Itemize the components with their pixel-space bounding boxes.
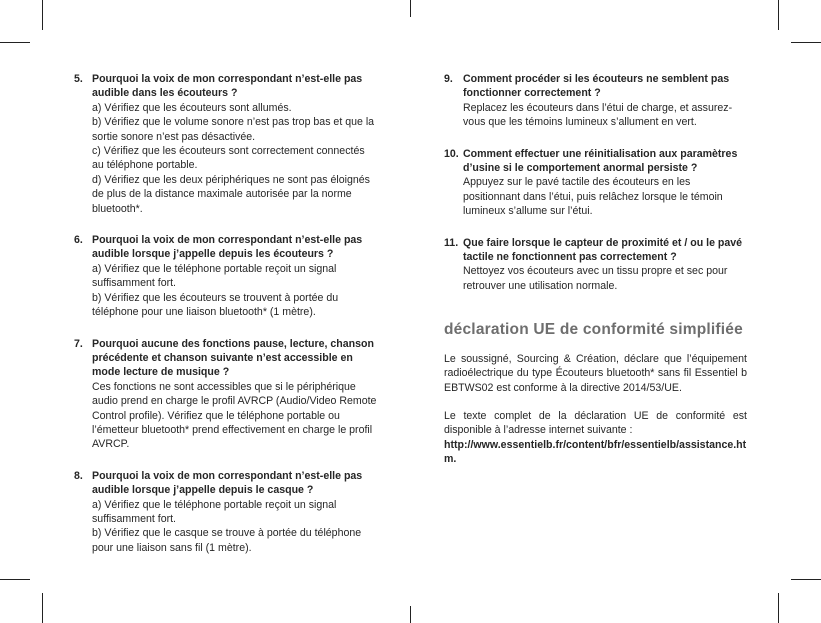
faq-number: 11. bbox=[444, 236, 459, 249]
faq-answer: Nettoyez vos écouteurs avec un tissu propre et sec pour retrouver une utilisation normale. bbox=[463, 265, 728, 292]
faq-item-6 bbox=[74, 233, 378, 319]
faq-answer: d) Vérifiez que les deux périphériques ne sont pas éloignés de plus de la distance maximale autorisée par la norme bluetooth*. bbox=[92, 173, 370, 215]
faq-question: Comment procéder si les écouteurs ne semblent pas fonctionner correctement ? bbox=[463, 73, 730, 100]
crop-mark bbox=[778, 0, 779, 30]
faq-number: 7. bbox=[74, 337, 83, 350]
crop-mark bbox=[410, 0, 411, 17]
faq-number: 8. bbox=[74, 469, 83, 482]
faq-number: 9. bbox=[444, 73, 453, 85]
crop-mark bbox=[42, 593, 43, 623]
faq-item-8 bbox=[74, 469, 378, 555]
declaration-paragraph: Le soussigné, Sourcing & Création, déclare que l’équipement radioélectrique du type Écouteurs bluetooth* sans fil Essentiel b EBTWS02 est conforme à la directive 2014/53/UE. bbox=[444, 352, 747, 394]
declaration-title: déclaration UE de conformité simplifiée bbox=[444, 321, 743, 339]
faq-question: Que faire lorsque le capteur de proximité et / ou le pavé tactile ne fonctionnent pas correctement ? bbox=[463, 236, 743, 264]
crop-mark bbox=[0, 42, 30, 43]
faq-question: Pourquoi la voix de mon correspondant n’est-elle pas audible lorsque j’appelle depuis les écouteurs ? bbox=[92, 234, 363, 261]
faq-question: Pourquoi la voix de mon correspondant n’est-elle pas audible dans les écouteurs ? bbox=[92, 73, 363, 100]
declaration-url-link[interactable]: http://www.essentielb.fr/content/bfr/essentielb/assistance.htm. bbox=[444, 438, 747, 466]
faq-number: 5. bbox=[74, 73, 83, 85]
crop-mark bbox=[778, 593, 779, 623]
faq-item-11 bbox=[444, 236, 747, 294]
faq-answer: Appuyez sur le pavé tactile des écouteurs en les positionnant dans l’étui, puis relâchez lorsque le témoin lumineux s’allume sur l’étui. bbox=[463, 176, 723, 218]
declaration-paragraph: Le texte complet de la déclaration UE de conformité est disponible à l’adresse internet suivante : bbox=[444, 409, 747, 437]
right-column bbox=[444, 72, 747, 467]
faq-question: Comment effectuer une réinitialisation aux paramètres d’usine si le comportement anormal persiste ? bbox=[463, 147, 738, 175]
faq-answer: a) Vérifiez que le téléphone portable reçoit un signal suffisamment fort. bbox=[92, 498, 337, 525]
crop-mark bbox=[791, 42, 821, 43]
faq-answer: b) Vérifiez que le casque se trouve à portée du téléphone pour une liaison sans fil (1 mètre). bbox=[92, 527, 362, 554]
faq-item-9 bbox=[444, 72, 747, 130]
faq-answer: a) Vérifiez que les écouteurs sont allumés. bbox=[92, 101, 292, 114]
crop-mark bbox=[0, 579, 30, 580]
crop-mark bbox=[791, 579, 821, 580]
faq-number: 6. bbox=[74, 234, 83, 247]
faq-question: Pourquoi la voix de mon correspondant n’est-elle pas audible lorsque j’appelle depuis le casque ? bbox=[92, 469, 363, 497]
faq-question: Pourquoi aucune des fonctions pause, lecture, chanson précédente et chanson suivante n’est accessible en mode lecture de musique ? bbox=[92, 337, 374, 379]
faq-answer: Ces fonctions ne sont accessibles que si le périphérique audio prend en charge le profil AVRCP (Audio/Video Remote Control profile). Vérifiez que le téléphone portable ou l’émetteur bluetooth* prend effectivement en charge le profil AVRCP. bbox=[92, 380, 377, 451]
faq-item-7 bbox=[74, 337, 378, 452]
faq-number: 10. bbox=[444, 147, 459, 160]
faq-answer: b) Vérifiez que le volume sonore n’est pas trop bas et que la sortie sonore n’est pas désactivée. bbox=[92, 116, 375, 143]
faq-item-5 bbox=[74, 72, 378, 216]
faq-answer: b) Vérifiez que les écouteurs se trouvent à portée du téléphone pour une liaison bluetooth* (1 mètre). bbox=[92, 291, 339, 319]
faq-answer: a) Vérifiez que le téléphone portable reçoit un signal suffisamment fort. bbox=[92, 262, 337, 290]
faq-item-10 bbox=[444, 147, 747, 219]
faq-answer: Replacez les écouteurs dans l’étui de charge, et assurez-vous que les témoins lumineux s’allument en vert. bbox=[463, 101, 733, 129]
crop-mark bbox=[42, 0, 43, 30]
crop-mark bbox=[410, 606, 411, 623]
faq-answer: c) Vérifiez que les écouteurs sont correctement connectés au téléphone portable. bbox=[92, 145, 365, 172]
left-column bbox=[74, 72, 378, 572]
